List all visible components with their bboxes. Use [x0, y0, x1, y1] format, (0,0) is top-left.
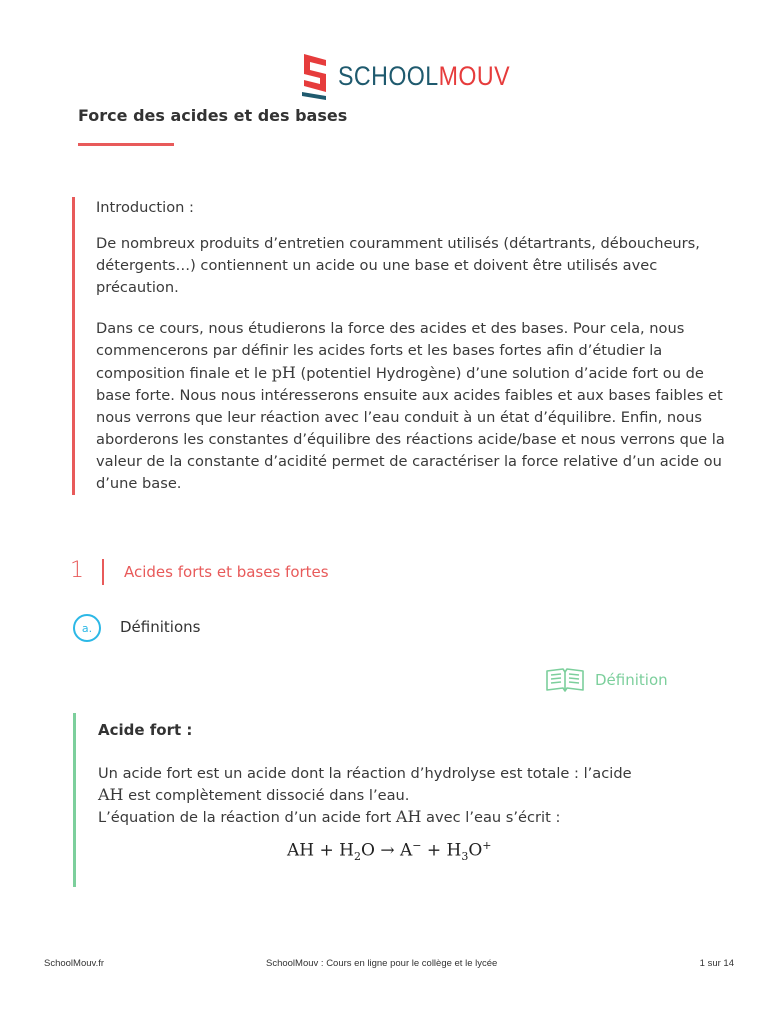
document-title: Force des acides et des bases	[78, 106, 348, 125]
def-line-3: L’équation de la réaction d’un acide fort	[98, 809, 396, 826]
intro-paragraph-1: De nombreux produits d’entretien couramment utilisés (détartrants, déboucheurs, détergents…) contiennent un acide ou une base et doivent être utilisés avec précaution.	[96, 235, 700, 296]
section-divider	[102, 559, 104, 585]
introduction-block	[72, 197, 736, 495]
definition-term: Acide fort :	[98, 721, 193, 739]
subsection-title: Définitions	[120, 618, 201, 636]
eq-part-1: AH + H	[287, 840, 354, 861]
eq-part-4: O	[468, 840, 483, 861]
intro-p2-start: Dans ce cours, nous étudierons la force des acides et des bases. Pour cela, nous commencerons par définir les acides forts et les bases fortes afin d’étudier la composition finale et le	[96, 320, 685, 382]
eq-sup-2: +	[482, 839, 492, 852]
def-line-4: avec l’eau s’écrit :	[421, 809, 561, 826]
ah-math-1: AH	[98, 785, 124, 804]
footer-site: SchoolMouv.fr	[44, 958, 105, 969]
ah-math-2: AH	[395, 807, 422, 826]
logo-mouv: MOUV	[438, 60, 511, 91]
eq-part-3: + H	[421, 840, 462, 861]
definition-tag	[545, 666, 668, 694]
footer-page-number: 1 sur 14	[699, 958, 734, 969]
definition-tag-label: Définition	[595, 671, 668, 689]
eq-part-2: O → A	[360, 840, 413, 861]
logo-school: SCHOOL	[338, 60, 439, 91]
intro-label: Introduction :	[96, 199, 194, 216]
schoolmouv-s-logo-icon	[300, 52, 330, 100]
intro-p2-end: (potentiel Hydrogène) d’une solution d’acide fort ou de base forte. Nous nous intéresserons ensuite aux acides faibles et aux bases faibles et nous verrons que leur réaction avec l’eau conduit à un état d’équilibre. Enfin, nous aborderons les constantes d’équilibre des réactions acide/base et nous verrons que la valeur de la constante d’acidité permet de caractériser la force relative d’un acide ou d’une base.	[96, 365, 725, 492]
title-underline	[78, 143, 174, 146]
schoolmouv-logo	[300, 52, 538, 100]
intro-paragraph-2	[96, 318, 736, 495]
eq-sub-1: 2	[353, 850, 361, 864]
eq-sup-1: −	[412, 839, 422, 852]
section-number: 1	[70, 558, 84, 583]
eq-sub-2: 3	[461, 850, 469, 864]
footer-tagline: SchoolMouv : Cours en ligne pour le collège et le lycée	[266, 958, 498, 969]
def-line-2: est complètement dissocié dans l’eau.	[123, 787, 410, 804]
logo-wordmark	[338, 61, 510, 92]
ph-math: pH	[271, 363, 296, 382]
def-line-1: Un acide fort est un acide dont la réaction d’hydrolyse est totale : l’acide	[98, 765, 632, 782]
section-title: Acides forts et bases fortes	[124, 563, 329, 581]
definition-text	[98, 763, 718, 828]
subsection-letter-badge: a.	[73, 614, 101, 642]
definition-block	[73, 713, 713, 887]
chemical-equation	[287, 839, 492, 863]
open-book-icon	[545, 666, 585, 694]
